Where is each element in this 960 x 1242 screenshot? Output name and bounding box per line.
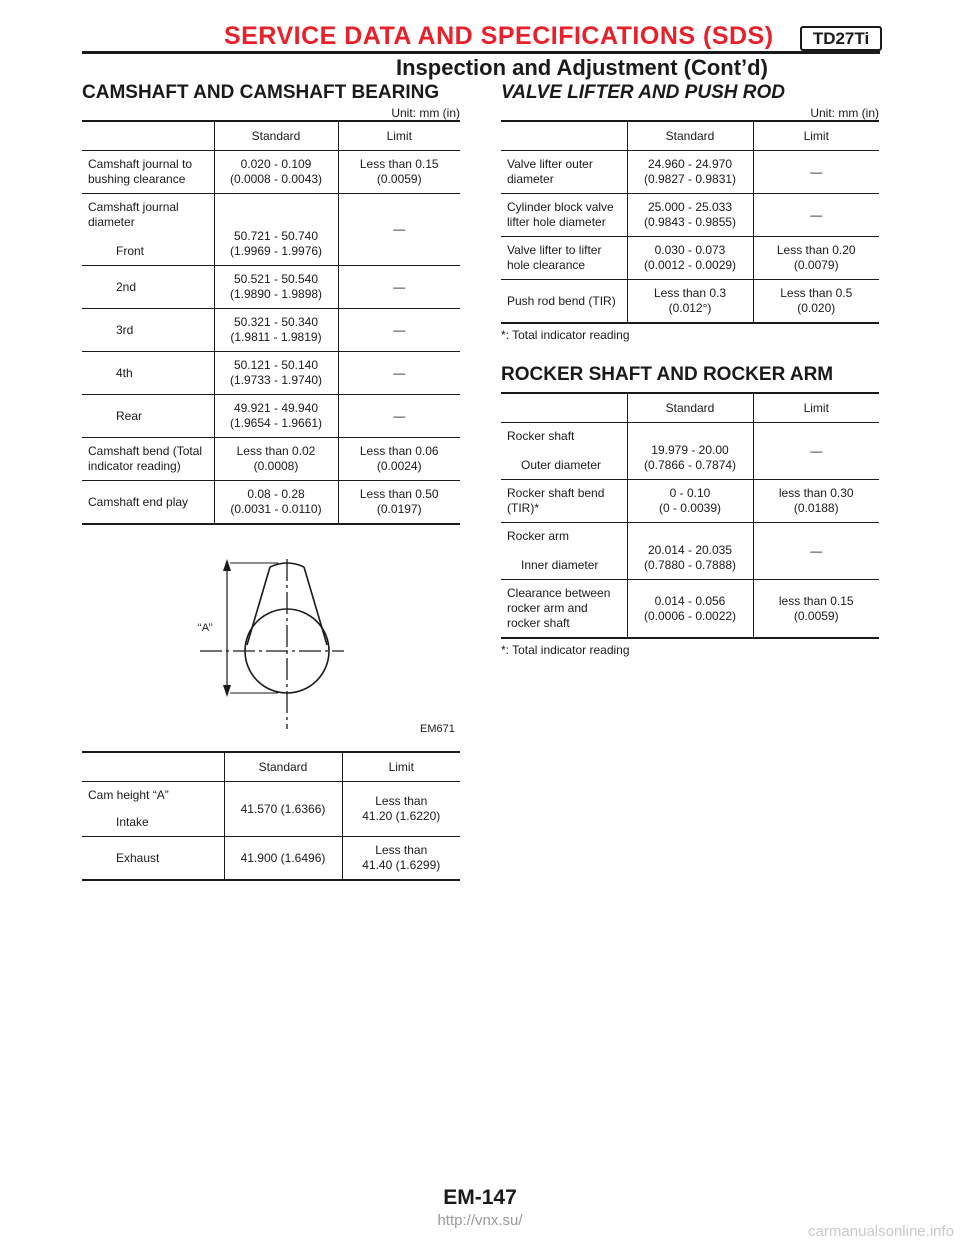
row-item: Exhaust [82,837,224,881]
model-badge: TD27Ti [800,26,882,51]
row-limit: — [753,423,879,480]
table-row [82,438,460,481]
table-row [501,423,879,480]
table-row [501,151,879,194]
row-standard: 0.020 - 0.109 (0.0008 - 0.0043) [214,151,338,194]
row-group: Camshaft journal diameter [88,200,179,229]
valve-lifter-section-title: VALVE LIFTER AND PUSH ROD [501,82,785,103]
header-standard: Standard [214,121,338,151]
table-row [501,480,879,523]
row-item: Push rod bend (TIR) [501,280,627,324]
row-item: Outer diameter [521,458,602,472]
row-item: Clearance between rocker arm and rocker shaft [501,580,627,639]
row-item: Inner diameter [521,558,599,572]
table-row [501,523,879,580]
row-standard: 0.08 - 0.28 (0.0031 - 0.0110) [214,481,338,525]
camshaft-table [82,120,460,525]
row-limit: — [338,266,460,309]
header-subtitle: Inspection and Adjustment (Cont’d) [396,55,768,80]
row-standard: 0.014 - 0.056 (0.0006 - 0.0022) [627,580,753,639]
camshaft-section-title: CAMSHAFT AND CAMSHAFT BEARING [82,82,440,103]
header-limit: Limit [753,393,879,423]
header-item [82,121,214,151]
rocker-footnote: *: Total indicator reading [501,643,630,657]
row-standard: 50.521 - 50.540 (1.9890 - 1.9898) [214,266,338,309]
cam-height-table [82,751,460,881]
header-item [501,121,627,151]
row-limit: Less than 0.50 (0.0197) [338,481,460,525]
header-item [501,393,627,423]
row-standard: 0.030 - 0.073 (0.0012 - 0.0029) [627,237,753,280]
row-limit: — [753,194,879,237]
table-header [82,121,460,151]
dimension-a-label: ‘‘A’’ [197,622,213,634]
row-limit: Less than 0.15 (0.0059) [338,151,460,194]
row-item: Intake [116,815,149,829]
row-standard: 0 - 0.10 (0 - 0.0039) [627,480,753,523]
row-item: Front [116,244,145,258]
table-row [82,395,460,438]
table-row [82,481,460,525]
rocker-section-title: ROCKER SHAFT AND ROCKER ARM [501,364,834,385]
row-group: Rocker arm [507,529,570,543]
page-number: EM-147 [443,1186,517,1209]
table-header [501,393,879,423]
row-group: Rocker shaft [507,429,575,443]
row-standard: 50.121 - 50.140 (1.9733 - 1.9740) [214,352,338,395]
row-standard: 49.921 - 49.940 (1.9654 - 1.9661) [214,395,338,438]
row-item: Valve lifter to lifter hole clearance [501,237,627,280]
left-column [82,82,460,881]
table-row [82,837,460,881]
row-limit: — [338,309,460,352]
table-row [82,782,460,837]
watermark: carmanualsonline.info [808,1223,954,1240]
row-standard: 19.979 - 20.00 (0.7866 - 0.7874) [627,423,753,480]
header-rule [82,51,880,54]
row-limit: — [753,523,879,580]
figure-code: EM671 [420,723,455,735]
row-limit: — [338,194,460,266]
source-url[interactable]: http://vnx.su/ [437,1212,523,1229]
header-limit: Limit [342,752,460,782]
row-limit: Less than 0.5 (0.020) [753,280,879,324]
row-limit: less than 0.30 (0.0188) [753,480,879,523]
valve-lifter-table [501,120,879,324]
row-item: Rear [82,395,214,438]
row-limit: — [338,395,460,438]
row-group: Cam height “A” [88,788,169,802]
table-row [501,237,879,280]
table-header [82,752,460,782]
table-header [501,121,879,151]
right-column [501,82,879,657]
row-item: Camshaft bend (Total indicator reading) [82,438,214,481]
row-standard: 41.900 (1.6496) [224,837,342,881]
row-item: 3rd [82,309,214,352]
header-standard: Standard [224,752,342,782]
row-item: 4th [82,352,214,395]
valve-lifter-footnote: *: Total indicator reading [501,328,630,342]
header-limit: Limit [753,121,879,151]
header-limit: Limit [338,121,460,151]
row-limit: — [338,352,460,395]
table-row [82,194,460,266]
header-standard: Standard [627,121,753,151]
cam-lobe-figure [82,539,460,749]
table-row [82,352,460,395]
rocker-table [501,392,879,639]
row-standard: 25.000 - 25.033 (0.9843 - 0.9855) [627,194,753,237]
row-standard: 24.960 - 24.970 (0.9827 - 0.9831) [627,151,753,194]
cam-lobe-diagram [82,539,460,739]
table-row [82,151,460,194]
table-row [82,266,460,309]
row-standard: 20.014 - 20.035 (0.7880 - 0.7888) [627,523,753,580]
row-limit: — [753,151,879,194]
table-row [501,194,879,237]
row-item: Cylinder block valve lifter hole diameter [501,194,627,237]
row-standard: Less than 0.02 (0.0008) [214,438,338,481]
row-limit: less than 0.15 (0.0059) [753,580,879,639]
table-row [501,580,879,639]
valve-lifter-unit: Unit: mm (in) [810,106,879,120]
table-row [501,280,879,324]
row-standard: Less than 0.3 (0.012°) [627,280,753,324]
row-limit: Less than 41.40 (1.6299) [342,837,460,881]
row-limit: Less than 0.06 (0.0024) [338,438,460,481]
row-item: 2nd [82,266,214,309]
header-title: SERVICE DATA AND SPECIFICATIONS (SDS) [224,22,774,50]
header-standard: Standard [627,393,753,423]
row-item: Camshaft journal to bushing clearance [82,151,214,194]
header-item [82,752,224,782]
row-item: Rocker shaft bend (TIR)* [501,480,627,523]
camshaft-unit: Unit: mm (in) [391,106,460,120]
row-standard: 41.570 (1.6366) [224,782,342,837]
row-standard: 50.721 - 50.740 (1.9969 - 1.9976) [214,194,338,266]
table-row [82,309,460,352]
row-item: Valve lifter outer diameter [501,151,627,194]
row-standard: 50.321 - 50.340 (1.9811 - 1.9819) [214,309,338,352]
row-limit: Less than 41.20 (1.6220) [342,782,460,837]
row-item: Camshaft end play [82,481,214,525]
row-limit: Less than 0.20 (0.0079) [753,237,879,280]
